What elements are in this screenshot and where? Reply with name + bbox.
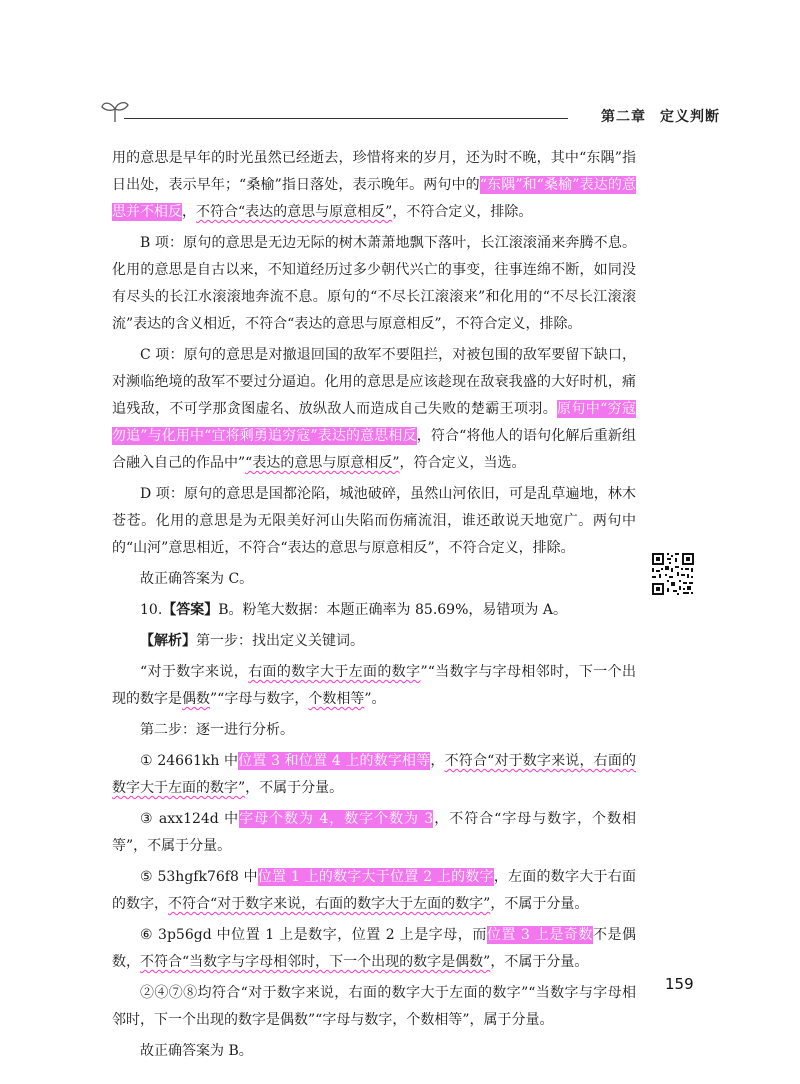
header-rule [124, 118, 568, 119]
paragraph-1: 用的意思是早年的时光虽然已经逝去，珍惜将来的岁月，还为时不晚，其中“东隅”指日出处，表示早年；“桑榆”指日落处，表示晚年。两句中的“东隅”和“桑榆”表达的意思并不相反，不符合“表达的意思与原意相反”，不符合定义，排除。 [112, 150, 636, 220]
chapter-title [601, 106, 720, 126]
wavy-underline: 不符合“当数字与字母相邻时，下一个出现的数字是偶数” [140, 954, 491, 970]
question-10-answer: 10.【答案】B。粉笔大数据：本题正确率为 85.69%，易错项为 A。 [140, 602, 567, 618]
answer-b-line: 故正确答案为 B。 [140, 1043, 253, 1059]
page-header [100, 96, 720, 128]
chapter-number: 第二章 [601, 109, 646, 125]
answer-c-line: 故正确答案为 C。 [140, 571, 254, 587]
item-1: ① 24661kh 中位置 3 和位置 4 上的数字相等，不符合“对于数字来说，右面的数字大于左面的数字”，不属于分量。 [112, 753, 636, 796]
item-6: ⑥ 3p56gd 中位置 1 上是数字，位置 2 上是字母，而位置 3 上是奇数不是偶数，不符合“当数字与字母相邻时，下一个出现的数字是偶数”，不属于分量。 [112, 927, 636, 970]
option-d-paragraph: D 项：原句的意思是国都沦陷，城池破碎，虽然山河依旧，可是乱草遍地，林木苍苍。化用的意思是为无限美好河山失陷而伤痛流泪，谁还敢说天地宽广。两句中的“山河”意思相近，不符合“表达的意思与原意相反”，不符合定义，排除。 [112, 486, 636, 556]
qr-code-icon[interactable] [651, 552, 695, 596]
wavy-underline: 个数相等 [308, 691, 365, 707]
item-3: ③ axx124d 中字母个数为 4，数字个数为 3，不符合“字母与数字，个数相等”，不属于分量。 [112, 811, 636, 854]
highlight: 原句中“穷寇勿追”与化用中“宜将剩勇追穷寇”表达的意思相反 [112, 401, 636, 444]
wavy-underline: 偶数 [182, 691, 210, 707]
highlight: 位置 3 和位置 4 上的数字相等 [238, 753, 431, 769]
wavy-underline: 右面的数字大于左面的数字 [248, 664, 421, 680]
highlight: 字母个数为 4，数字个数为 3 [239, 811, 434, 827]
highlight: 位置 3 上是奇数 [486, 927, 593, 943]
sprout-icon [100, 98, 130, 124]
page-number: 159 [665, 975, 694, 993]
definition-keywords: “对于数字来说，右面的数字大于左面的数字”“当数字与字母相邻时，下一个出现的数字是偶数”“字母与数字，个数相等”。 [112, 664, 636, 707]
wavy-underline: 不符合“表达的意思与原意相反” [196, 204, 393, 220]
step-two: 第二步：逐一进行分析。 [140, 722, 294, 738]
answer-label: 【答案】 [162, 602, 219, 618]
option-c-paragraph: C 项：原句的意思是对撤退回国的敌军不要阻拦，对被包围的敌军要留下缺口，对濒临绝境的敌军不要过分逼迫。化用的意思是应该趁现在敌衰我盛的大好时机，痛追残敌，不可学那贪图虚名、放纵敌人而造成自己失败的楚霸王项羽。原句中“穷寇勿追”与化用中“宜将剩勇追穷寇”表达的意思相反，符合“将他人的语句化解后重新组合融入自己的作品中”“表达的意思与原意相反”，符合定义，当选。 [112, 347, 636, 471]
page-body [112, 145, 636, 1069]
analysis-label: 【解析】 [140, 633, 196, 649]
items-2-4-7-8: ②④⑦⑧均符合“对于数字来说，右面的数字大于左面的数字”“当数字与字母相邻时，下一个出现的数字是偶数”“字母与数字，个数相等”，属于分量。 [112, 985, 636, 1028]
analysis-intro: 【解析】第一步：找出定义关键词。 [140, 633, 364, 649]
highlight: 位置 1 上的数字大于位置 2 上的数字 [257, 869, 494, 885]
wavy-underline: “表达的意思与原意相反” [245, 455, 400, 471]
chapter-section: 定义判断 [660, 109, 720, 125]
wavy-underline: 不符合“对于数字来说，右面的数字大于左面的数字” [112, 753, 636, 796]
item-5: ⑤ 53hgfk76f8 中位置 1 上的数字大于位置 2 上的数字，左面的数字大于右面的数字，不符合“对于数字来说，右面的数字大于左面的数字”，不属于分量。 [112, 869, 637, 912]
option-b-paragraph: B 项：原句的意思是无边无际的树木萧萧地飘下落叶，长江滚滚涌来奔腾不息。化用的意思是自古以来，不知道经历过多少朝代兴亡的事变，往事连绵不断，如同没有尽头的长江水滚滚地奔流不息。原句的“不尽长江滚滚来”和化用的“不尽长江滚滚流”表达的含义相近，不符合“表达的意思与原意相反”，不符合定义，排除。 [112, 235, 636, 332]
highlight: “东隅”和“桑榆”表达的意思并不相反 [112, 177, 636, 220]
wavy-underline: 不符合“对于数字来说，右面的数字大于左面的数字” [168, 896, 491, 912]
